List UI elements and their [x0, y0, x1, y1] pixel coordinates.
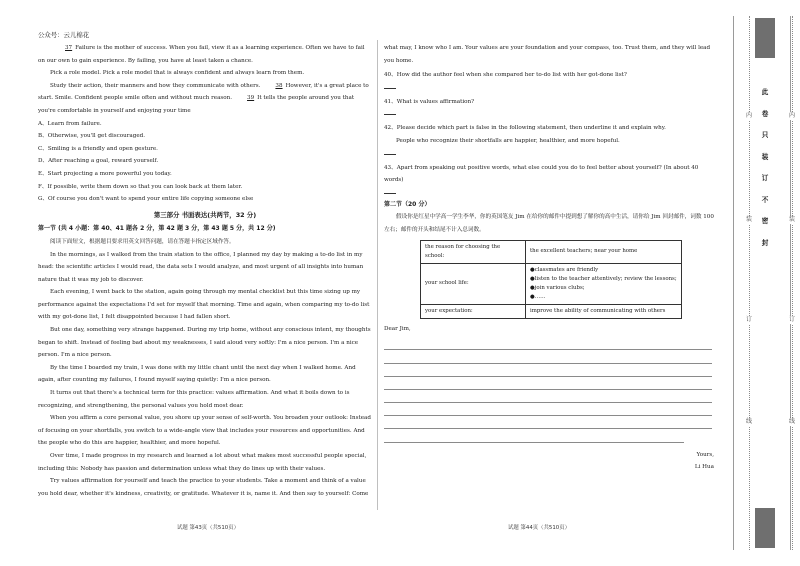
reading-paragraph: Each evening, I went back to the station, again going through my mental checklist but this time sizing up my performance against the expectations I'd set for myself that morning. Time and again, when comparing my to-do list with my got-done list, I felt disappointed because I had fallen short. [38, 289, 370, 321]
option-b: B、Otherwise, you'll get discouraged. [38, 133, 145, 140]
passage-paragraph: Pick a role model. Pick a role model that is always confident and always learn from them. [50, 70, 305, 77]
binding-marker-bottom [755, 508, 775, 548]
section-3-title: 第三部分 书面表达(共两节，32 分) [153, 210, 257, 219]
passage-text: It tells the people around you that you're comfortable in yourself and enjoying your time [38, 95, 355, 114]
writing-line[interactable] [384, 350, 712, 363]
table-row [421, 240, 682, 263]
binding-strip [730, 16, 800, 550]
passage-text: However, it's a great place to start. Smile. Confident people smile often and without much reason. [38, 82, 369, 102]
reading-paragraph: In the mornings, as I walked from the train station to the office, I planned my day by making a to-do list in my head: the scientific articles I would read, the data sets I would analyze, and most urgent of all insights into human nature that it was my job to discover. [38, 251, 364, 283]
reading-paragraph: By the time I boarded my train, I was done with my little chant until the next day when I walked home. And again, after counting my failures, I found myself saying quietly: I'm a nice person. [38, 364, 356, 384]
option-d: D、After reaching a goal, reward yourself. [38, 158, 159, 165]
answer-line-40[interactable] [384, 82, 714, 94]
binding-label-line: 线 [788, 418, 795, 425]
question-42-statement: People who recognize their shortfalls are happier, healthier, and more hopeful. [396, 137, 620, 144]
passage-paragraph [38, 80, 372, 118]
section-2-title: 第二节（20 分） [384, 200, 431, 208]
binding-label-outer: 内 [788, 112, 795, 119]
school-life-item: ●…… [530, 293, 546, 300]
reading-paragraph: Try values affirmation for yourself and teach the practice to your students. Take a moment and think of a value you hold dear, whether it's kindness, creativity, or gratitude. Whatever it is, name it. And then say to yourself: Come [38, 478, 369, 497]
binding-dashed-line [749, 16, 750, 550]
binding-label-inner: 内 [745, 112, 752, 119]
blank-39: 39 [247, 95, 255, 102]
binding-notice-char: 装 [761, 152, 769, 161]
binding-notice [758, 82, 772, 254]
column-divider [377, 40, 378, 510]
binding-dashed-line [792, 16, 793, 550]
question-40: 40、How did the author feel when she compared her to-do list with her got-done list? [384, 72, 627, 79]
writing-line[interactable] [384, 416, 712, 429]
writing-line[interactable] [384, 377, 712, 390]
table-row [421, 263, 682, 304]
binding-label-staple: 订 [745, 316, 752, 323]
school-life-item: ●listen to the teacher attentively; review the lessons; [530, 275, 677, 282]
option-e: E、Start projecting a more powerful you today. [38, 170, 172, 177]
question-43: 43、Apart from speaking out positive words, what else could you do to feel better about yourself? (In about 40 words) [384, 164, 699, 184]
binding-notice-char: 密 [761, 217, 769, 225]
letter-greeting: Dear Jim, [384, 325, 411, 332]
table-cell-key: your school life: [421, 263, 526, 304]
school-life-item: ●join various clubs; [530, 284, 585, 291]
reading-paragraph: But one day, something very strange happened. During my trip home, without any conscious intent, my thoughts began to shift. Instead of feeling bad about my weaknesses, I said aloud very softly: I'm a nice person. I'm a nice person. I'm a nice person. [38, 327, 371, 359]
table-row [421, 304, 682, 318]
reading-continuation: what may, I know who I am. Your values are your foundation and your compass, too. Trust them, and they will lead you home. [384, 45, 711, 64]
writing-line[interactable] [384, 429, 684, 442]
letter-signature: Li Hua [694, 464, 714, 471]
table-cell-value: improve the ability of communicating with others [526, 304, 682, 318]
header-note: 公众号：云儿棉花 [38, 31, 90, 39]
option-a: A、Learn from failure. [38, 120, 102, 127]
reading-paragraph: Over time, I made progress in my research and learned a lot about what makes most successful people special, including this: Nobody has passion and determination unless what they do lines up with their values. [38, 453, 367, 472]
binding-label-bind: 装 [745, 216, 752, 223]
reading-paragraph: When you affirm a core personal value, you shore up your sense of self-worth. You broaden your outlook: Instead of focusing on your shortfalls, you switch to a wide-angle view that includes your resources and opportunities. And the people who do this are happier, healthier, and more hopeful. [38, 415, 371, 447]
section-1-title: 第一节 (共 4 小题：第 40、41 题各 2 分，第 42 题 3 分，第 43 题 5 分，共 12 分) [38, 225, 276, 233]
section-1-instruction: 阅读下面短文，根据题目要求用英文回答问题，请在答题卡指定区域作答。 [50, 238, 235, 245]
school-life-item: ●classmates are friendly [530, 266, 599, 273]
blank-37: 37 [65, 45, 73, 51]
option-g: G、Of course you don't want to spend your entire life copying someone else [38, 196, 254, 203]
blank-38: 38 [275, 82, 283, 89]
right-column [384, 42, 714, 474]
passage-text: Study their action, their manners and how they communicate with others. [50, 82, 261, 89]
binding-notice-char: 订 [761, 174, 769, 182]
table-cell-value [526, 263, 682, 304]
writing-area[interactable] [384, 337, 714, 443]
table-cell-value: the excellent teachers; near your home [526, 240, 682, 263]
writing-line[interactable] [384, 364, 712, 377]
question-42: 42、Please decide which part is false in the following statement, then underline it and explain why. [384, 125, 666, 132]
page-footer-left: 试题 第43页（共510页） [177, 525, 239, 531]
binding-notice-char: 此 [761, 88, 769, 96]
answer-line-42[interactable] [384, 148, 714, 160]
binding-label-line: 线 [745, 418, 752, 425]
reading-paragraph: It turns out that there's a technical term for this practice: values affirmation. And what it boils down to is recognizing, and strengthening, the personal values you hold most dear. [38, 390, 350, 409]
passage-paragraph [38, 42, 372, 67]
left-column [38, 42, 372, 500]
binding-notice-char: 卷 [761, 109, 769, 118]
binding-marker-top [755, 18, 775, 58]
binding-label-staple: 订 [788, 316, 795, 323]
page-footer-right: 试题 第44页（共510页） [508, 525, 570, 531]
table-cell-key: the reason for choosing the school: [421, 240, 526, 263]
passage-text: Failure is the mother of success. When you fail, view it as a learning experience. Often we have to fail on our own to gain experience. By failing, you have at least taken a chance. [38, 45, 365, 64]
option-f: F、If possible, write them down so that you can look back at them later. [38, 183, 243, 190]
letter-closing: Yours, [696, 451, 714, 458]
question-41: 41、What is values affirmation? [384, 98, 475, 105]
writing-line[interactable] [384, 390, 712, 403]
answer-line-43[interactable] [384, 187, 714, 199]
option-c: C、Smiling is a friendly and open gesture. [38, 145, 158, 152]
binding-notice-char: 不 [761, 195, 769, 204]
binding-notice-char: 封 [761, 238, 769, 247]
writing-info-table [420, 240, 682, 319]
binding-notice-char: 只 [761, 131, 769, 139]
table-cell-key: your expectation: [421, 304, 526, 318]
writing-line[interactable] [384, 403, 712, 416]
binding-label-bind: 装 [788, 216, 795, 223]
writing-line[interactable] [384, 337, 712, 350]
section-2-instruction: 假设你是红星中学高一学生李华，你的英国笔友 Jim 在给你的邮件中提到想了解你的高中生活，请你给 Jim 回封邮件，词数 100 左右；邮件的开头和结尾不计入总词数。 [384, 214, 714, 233]
answer-line-41[interactable] [384, 108, 714, 120]
